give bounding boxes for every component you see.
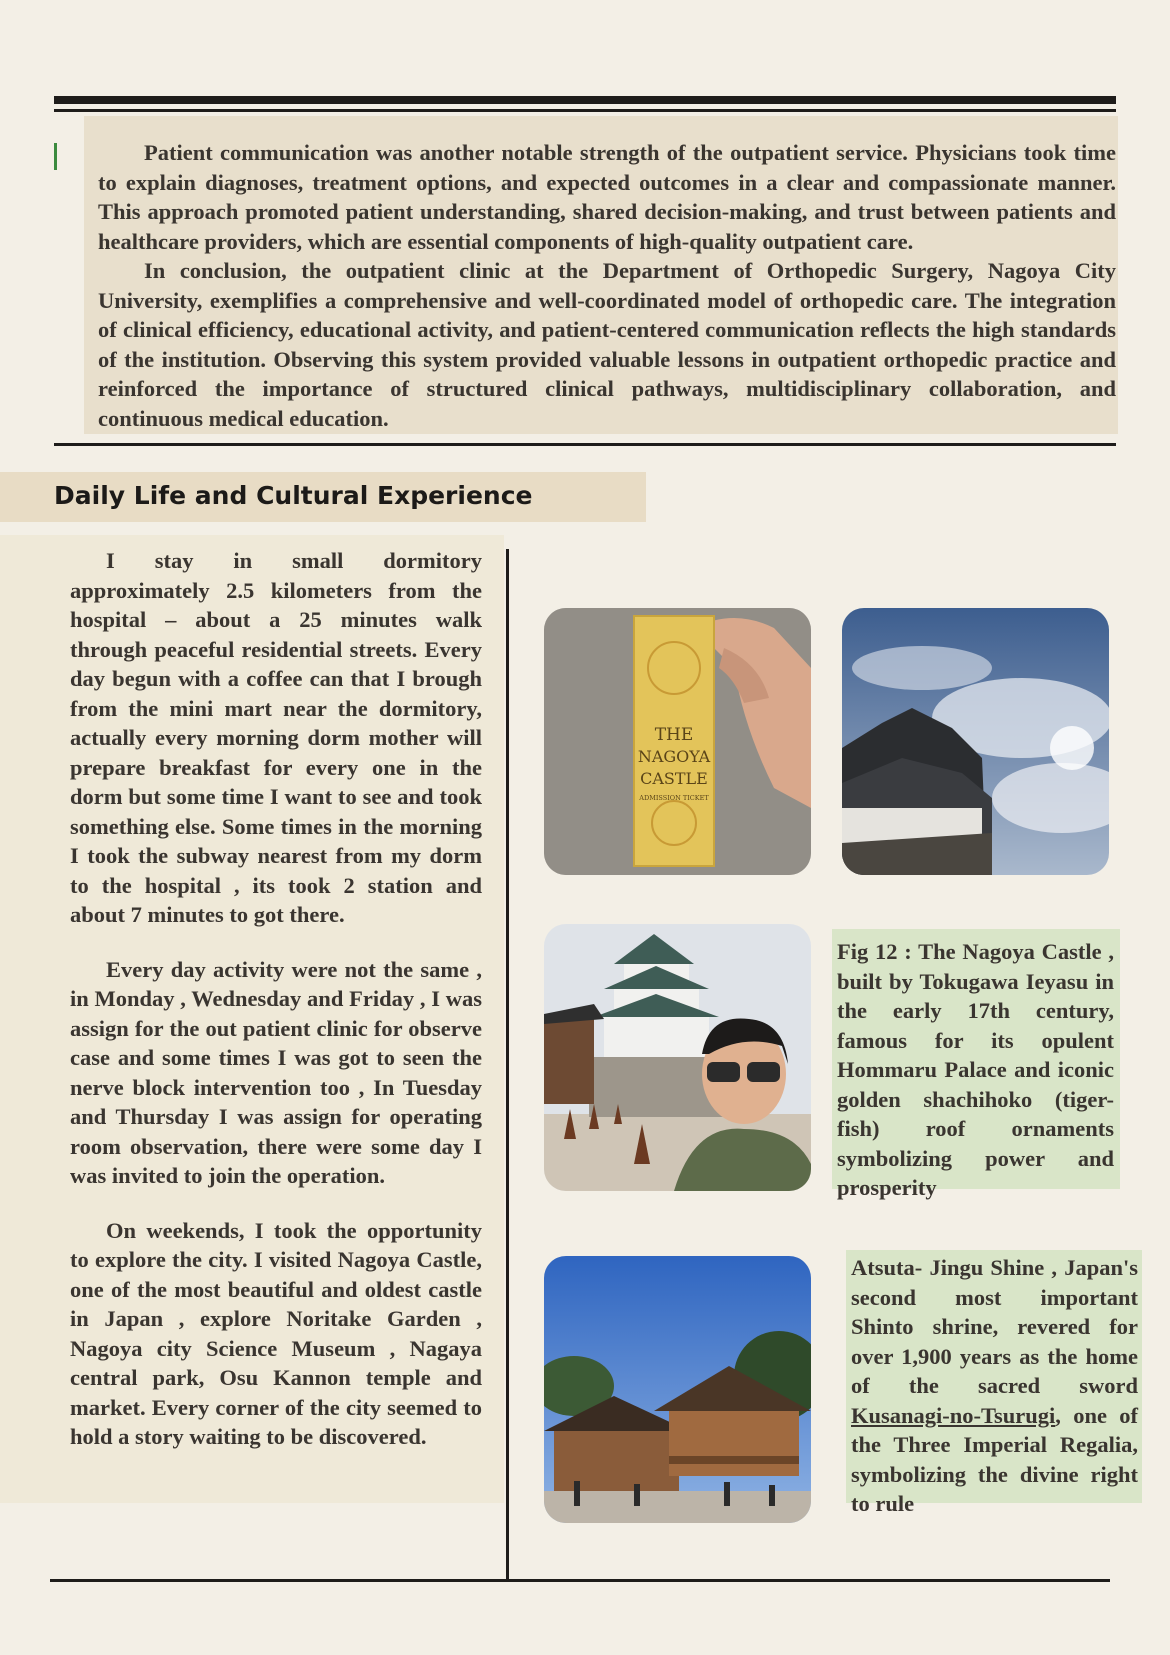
- top-thick-rule: [54, 96, 1116, 104]
- selfie-castle-photo: [544, 924, 811, 1191]
- bottom-rule: [50, 1579, 1110, 1582]
- column-divider: [506, 549, 509, 1581]
- intro-text: [98, 138, 1116, 433]
- selfie-castle-image: [544, 924, 811, 1191]
- shrine-photo: [544, 1256, 811, 1523]
- shrine-sword-link[interactable]: Kusanagi-no-Tsurugi: [851, 1402, 1056, 1428]
- shrine-image: [544, 1256, 811, 1523]
- body-paragraph-2: Every day activity were not the same , in Monday , Wednesday and Friday , I was assign for the out patient clinic for observe case and some times I was got to seen the nerve block intervention too , In Tuesday and Thursday I was assign for operating room observation, there were some day I was invited to join the operation.: [70, 956, 482, 1188]
- section-title: Daily Life and Cultural Experience: [54, 481, 533, 510]
- ticket-line-2: NAGOYA: [637, 747, 711, 766]
- ticket-line-3: CASTLE: [640, 769, 708, 788]
- intro-paragraph-1: Patient communication was another notable strength of the outpatient service. Physicians took time to explain diagnoses, treatment options, and expected outcomes in a clear and compassionate manner. This approach promoted patient understanding, shared decision-making, and trust between patients and healthcare providers, which are essential components of high-quality outpatient care.: [98, 140, 1116, 254]
- castle-caption: Fig 12 : The Nagoya Castle , built by Tokugawa Ieyasu in the early 17th century, famous for its opulent Hommaru Palace and iconic golden shachihoko (tiger-fish) roof ornaments symbolizing power and prosperity: [832, 929, 1120, 1189]
- intro-bottom-rule: [54, 443, 1116, 446]
- accent-mark: [54, 143, 57, 170]
- intro-paragraph-2: In conclusion, the outpatient clinic at the Department of Orthopedic Surgery, Nagoya City University, exemplifies a comprehensive and well-coordinated model of orthopedic care. The integration of clinical efficiency, educational activity, and patient-centered communication reflects the high standards of the institution. Observing this system provided valuable lessons in outpatient orthopedic practice and reinforced the importance of structured clinical pathways, multidisciplinary collaboration, and continuous medical education.: [98, 258, 1116, 431]
- body-paragraph-3: On weekends, I took the opportunity to explore the city. I visited Nagoya Castle, one of the most beautiful and oldest castle in Japan , explore Noritake Garden , Nagoya city Science Museum , Nagaya central park, Osu Kannon temple and market. Every corner of the city seemed to hold a story waiting to be discovered.: [70, 1217, 482, 1449]
- body-text: [70, 546, 482, 1477]
- shrine-caption-text-2: , one of the Three Imperial Regalia, symbolizing the divine right to rule: [851, 1402, 1138, 1516]
- shrine-caption: [846, 1250, 1142, 1516]
- ticket-line-4: ADMISSION TICKET: [639, 794, 709, 802]
- castle-sky-photo: [842, 608, 1109, 875]
- shrine-caption-text-1: Atsuta- Jingu Shine , Japan's second most important Shinto shrine, revered for over 1,900 years as the home of the sacred sword: [851, 1255, 1138, 1398]
- castle-sky-image: [842, 608, 1109, 875]
- body-paragraph-1: I stay in small dormitory approximately 2.5 kilometers from the hospital – about a 25 minutes walk through peaceful residential streets. Every day begun with a coffee can that I brough from the mini mart near the dormitory, actually every morning dorm mother will prepare breakfast for every one in the dorm but some time I want to see and took something else. Some times in the morning I took the subway nearest from my dorm to the hospital , its took 2 station and about 7 minutes to got there.: [70, 548, 482, 927]
- ticket-photo-image: [544, 608, 811, 875]
- ticket-photo: [544, 608, 811, 875]
- ticket-line-1: THE: [654, 725, 694, 745]
- top-thin-rule: [54, 109, 1116, 112]
